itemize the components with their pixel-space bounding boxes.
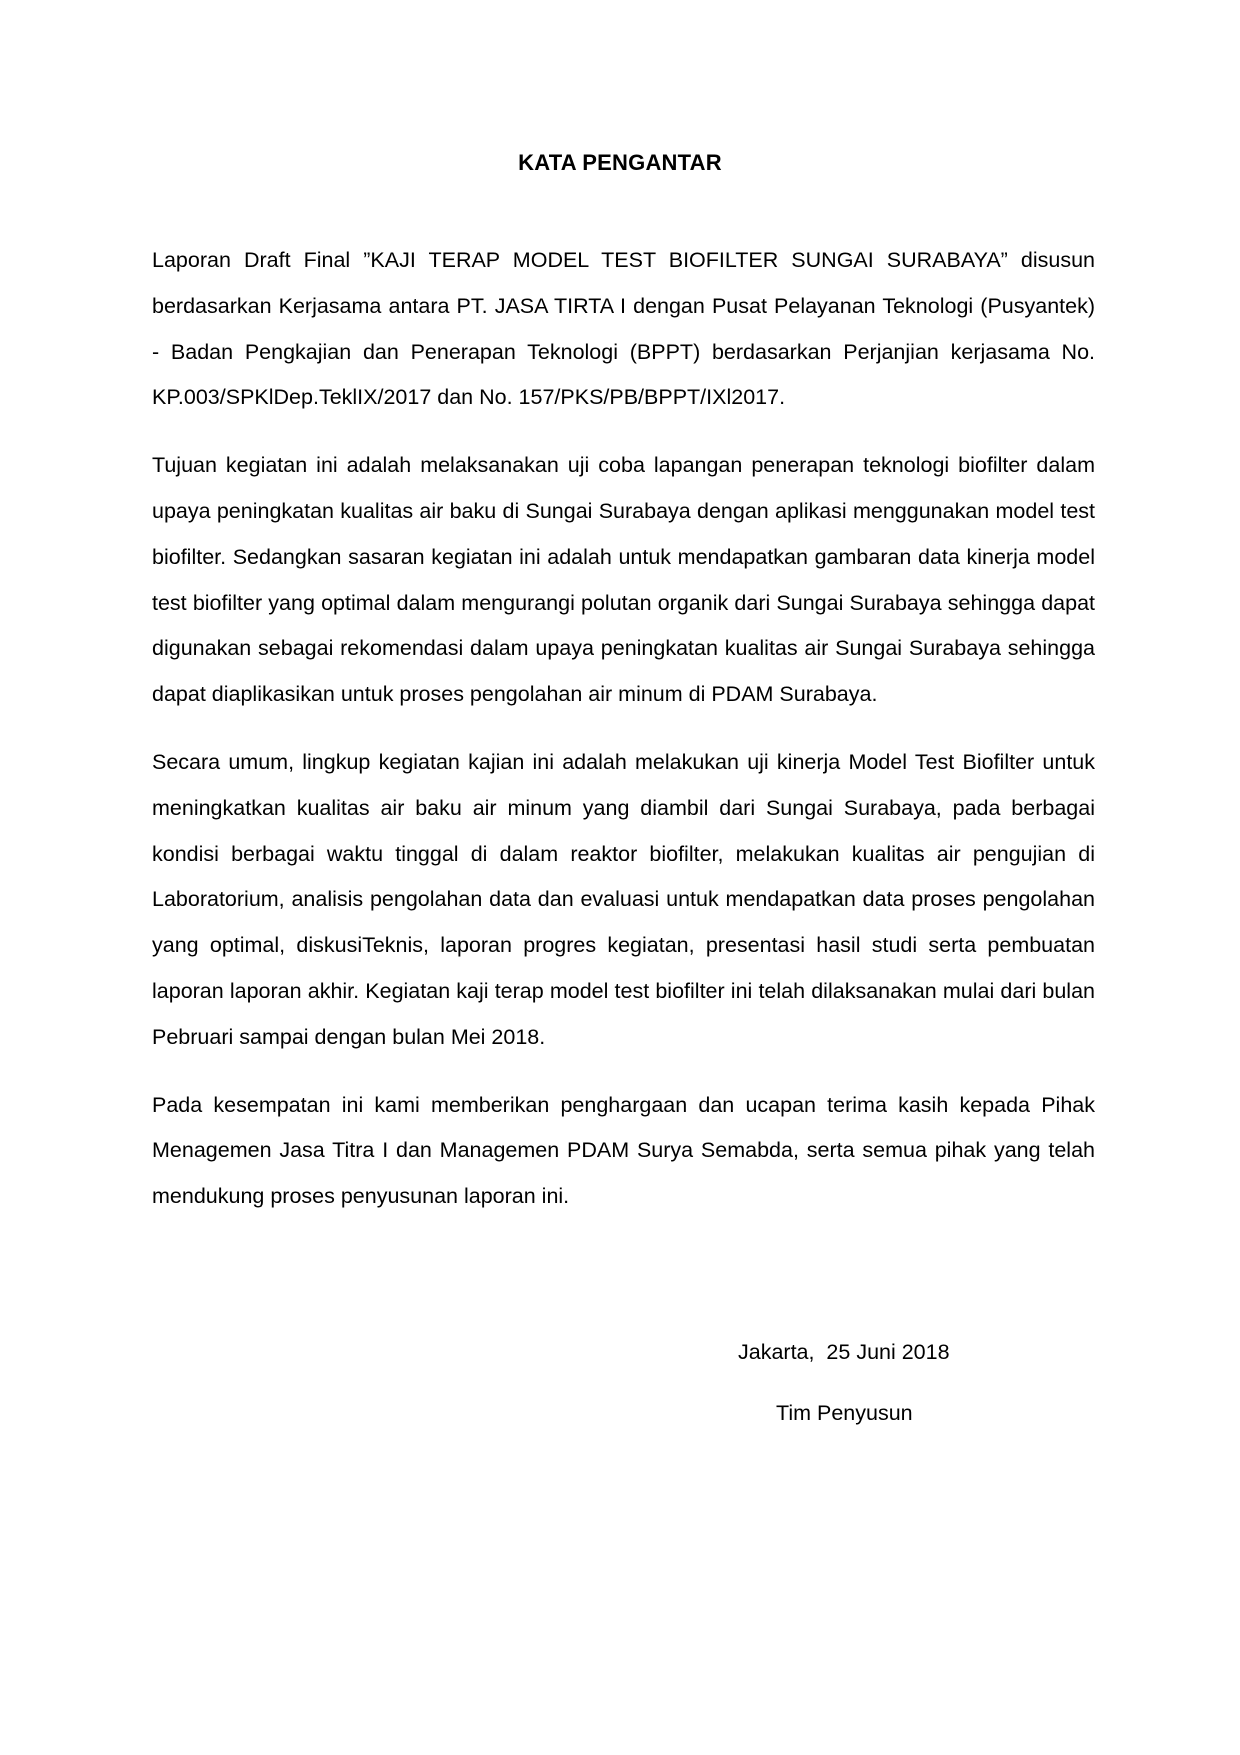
paragraph-acknowledgement: Pada kesempatan ini kami memberikan penghargaan dan ucapan terima kasih kepada Pihak Menagemen Jasa Titra I dan Managemen PDAM Surya Semabda, serta semua pihak yang telah mendukung proses penyusunan laporan ini. — [152, 1092, 1095, 1209]
signer-name: Tim Penyusun — [776, 1401, 913, 1425]
place-date: Jakarta, 25 Juni 2018 — [738, 1340, 950, 1364]
paragraph-scope: Secara umum, lingkup kegiatan kajian ini adalah melakukan uji kinerja Model Test Biofilter untuk meningkatkan kualitas air baku air minum yang diambil dari Sungai Surabaya, pada berbagai kondisi berbagai waktu tinggal di dalam reaktor biofilter, melakukan kualitas air pengujian di Laboratorium, analisis pengolahan data dan evaluasi untuk mendapatkan data proses pengolahan yang optimal, diskusiTeknis, laporan progres kegiatan, presentasi hasil studi serta pembuatan laporan laporan akhir. Kegiatan kaji terap model test biofilter ini telah dilaksanakan mulai dari bulan Pebruari sampai dengan bulan Mei 2018. — [152, 749, 1095, 1049]
body-text — [152, 238, 1095, 1242]
paragraph-objective: Tujuan kegiatan ini adalah melaksanakan uji coba lapangan penerapan teknologi biofilter dalam upaya peningkatan kualitas air baku di Sungai Surabaya dengan aplikasi menggunakan model test biofilter. Sedangkan sasaran kegiatan ini adalah untuk mendapatkan gambaran data kinerja model test biofilter yang optimal dalam mengurangi polutan organik dari Sungai Surabaya sehingga dapat digunakan sebagai rekomendasi dalam upaya peningkatan kualitas air Sungai Surabaya sehingga dapat diaplikasikan untuk proses pengolahan air minum di PDAM Surabaya. — [152, 453, 1095, 707]
paragraph-intro: Laporan Draft Final ”KAJI TERAP MODEL TEST BIOFILTER SUNGAI SURABAYA” disusun berdasarkan Kerjasama antara PT. JASA TIRTA I dengan Pusat Pelayanan Teknologi (Pusyantek) - Badan Pengkajian dan Penerapan Teknologi (BPPT) berdasarkan Perjanjian kerjasama No. KP.003/SPKlDep.TeklIX/2017 dan No. 157/PKS/PB/BPPT/IXl2017. — [152, 248, 1095, 410]
page-title: KATA PENGANTAR — [518, 150, 722, 175]
closing-block — [738, 1340, 950, 1425]
